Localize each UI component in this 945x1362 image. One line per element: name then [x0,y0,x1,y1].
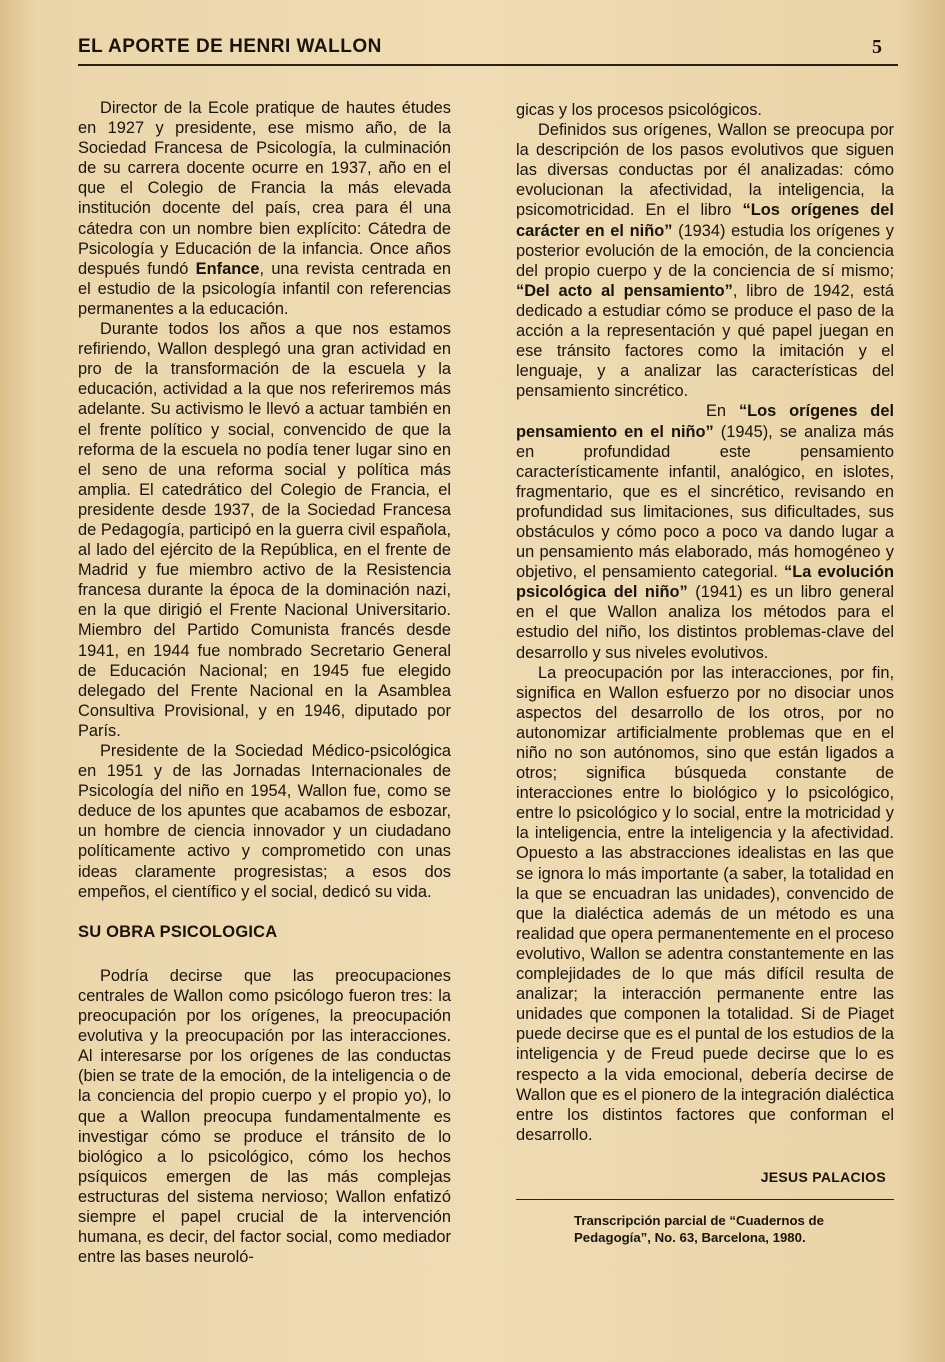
paragraph-text: (1934) estudia los orígenes y posterior evolución de la emoción, de la conciencia del propio cuerpo y de la conciencia de sí mismo; [516,221,894,280]
journal-title: Enfance [195,259,260,278]
paragraph-text: , libro de 1942, está dedicado a estudiar cómo se produce el paso de la acción a la representación y qué papel juegan en ese tránsito factores como la imitación y el lenguaje, y a analizar las características del pensamiento sincrético. [516,281,894,401]
paragraph-text: Director de la Ecole pratique de hautes études en 1927 y presidente, ese mismo año, de la Sociedad Francesa de Psicología, la culminación de su carrera docente ocurre en 1937, año en el que el Colegio de Francia la más elevada institución docente del país, crea para él una cátedra con un nombre bien explícito: Cátedra de Psicología y Educación de la infancia. Once años después fundó [78,99,451,278]
header-rule [78,64,898,66]
paragraph-continuation: gicas y los procesos psicológicos. [516,101,762,119]
paragraph: Durante todos los años a que nos estamos refiriendo, Wallon desplegó una gran actividad en pro de la transformación de la escuela y la educación, actividad a la que nos referiremos más adelante. Su activismo le llevó a actuar también en el frente político y social, convencido de que la reforma de la escuela no podía tener lugar sino en el seno de una reforma social y política más amplia. El catedrático del Colegio de Francia, el presidente desde 1937, de la Sociedad Francesa de Pedagogía, participó en la guerra civil española, al lado del ejército de la República, en el frente de Madrid y fue miembro activo de la Resistencia francesa durante la época de la dominación nazi, en la que dirigió el Frente Nacional Universitario. Miembro del Partido Comunista francés desde 1941, en 1944 fue nombrado Secretario General de Educación Nacional; en 1945 fue elegido delegado del Frente Nacional en la Asamblea Consultiva Provisional, y en 1946, diputado por París. [78,320,451,740]
author-signature: JESUS PALACIOS [760,1168,886,1185]
paragraph: Podría decirse que las preocupaciones centrales de Wallon como psicólogo fueron tres: la preocupación por los orígenes, la preocupación evolutiva y la preocupación por las interacciones. Al interesarse por los orígenes de las conductas (bien se trate de la emoción, de la inteligencia o de la conciencia del propio cuerpo y el propio yo), lo que a Wallon preocupa fundamentalmente es investigar cómo se produce el tránsito de lo biológico a lo psicológico, cómo los hechos psíquicos emergen de las más complejas estructuras del sistema nervioso; Wallon enfatizó siempre el papel crucial de la intervención humana, es decir, del factor social, como mediador entre las bases neuroló- [78,966,451,1267]
book-title: “La evolución psicológica del niño” [516,563,894,602]
paragraph-text: , una revista centrada en el estudio de la psicología infantil con referencias permanentes a la educación. [78,259,451,318]
book-title: “Los orígenes del pensamiento en el niño” [516,402,894,441]
paragraph: Presidente de la Sociedad Médico-psicológica en 1951 y de las Jornadas Internacionales de Psicología del niño en 1954, Wallon fue, como se deduce de los apuntes que acabamos de esbozar, un hombre de ciencia innovador y un ciudadano políticamente activo y comprometido con unas ideas claramente progresistas; a esos dos empeños, el científico y el social, dedicó su vida. [78,742,451,901]
paragraph-text: Definidos sus orígenes, Wallon se preocupa por la descripción de los pasos evolutivos que siguen las diversas conductas por él analizadas: cómo evolucionan la afectividad, la inteligencia, la psicomotricidad. En el libro [516,121,894,220]
page-number: 5 [872,36,882,58]
book-title: “Los orígenes del carácter en el niño” [516,201,894,240]
paragraph: La preocupación por las interacciones, por fin, significa en Wallon esfuerzo por no disociar unos aspectos del desarrollo de los otros, por no autonomizar artificialmente problemas que en el niño no son autónomos, sino que están ligados a otros; significa búsqueda constante de interacciones entre lo biológico y lo psicológico, entre lo psicológico y lo social, entre la motricidad y la inteligencia, entre la inteligencia y la afectividad. Opuesto a las abstracciones idealistas en las que se ignora lo más importante (a saber, la totalidad en la que se encuadran las unidades), convencido de que la dialéctica además de un método es una realidad que opera permanentemente en el proceso evolutivo, Wallon se adentra constantemente en las complejidades de lo que más difícil resulta de analizar; la interacción permanente entre las unidades que componen la totalidad. Si de Piaget puede decirse que es el puntal de los estudios de la inteligencia y de Freud puede decirse que lo es respecto a la vida emocional, debería decirse de Wallon que es el pionero de la integración dialéctica entre los distintos factores que conforman el desarrollo. [516,663,894,1144]
paragraph [516,120,894,401]
paragraph-text: (1945), se analiza más en profundidad este pensamiento característicamente infantil, analógico, en islotes, fragmentario, que es el sincrético, revisando en profundidad sus limitaciones, sus dificultades, sus obstáculos y cómo poco a poco va dando lugar a un pensamiento más elaborado, más homogéneo y objetivo, el pensamiento categorial. [516,422,894,582]
source-divider [516,1199,894,1200]
left-column [78,98,451,1267]
book-title: “Del acto al pensamiento” [516,281,733,300]
paragraph [516,401,894,662]
right-column [516,100,894,1246]
paragraph-text: En [706,402,727,421]
section-heading: SU OBRA PSICOLOGICA [78,922,278,941]
source-note: Transcripción parcial de “Cuadernos de Pedagogía”, No. 63, Barcelona, 1980. [574,1212,824,1245]
paragraph-text: (1941) es un libro general en el que Wallon analiza los métodos para el estudio del niño, los distintos problemas-clave del desarrollo y sus niveles evolutivos. [516,583,894,662]
running-header-title: EL APORTE DE HENRI WALLON [78,36,382,57]
paragraph [78,98,451,319]
